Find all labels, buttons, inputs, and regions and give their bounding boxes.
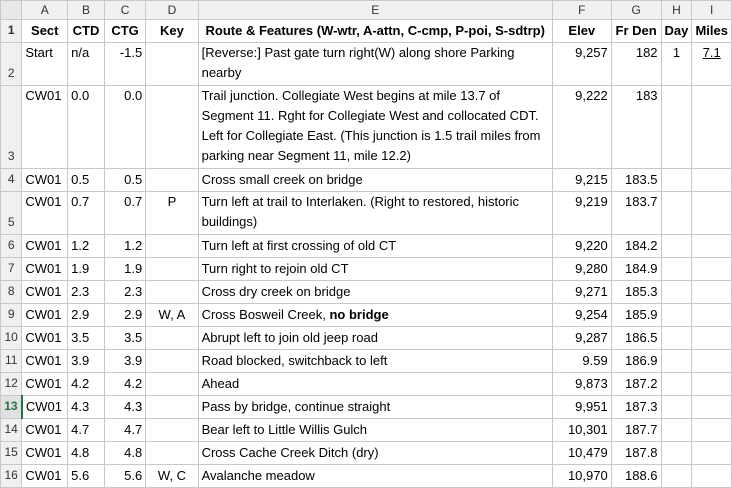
route-text: Abrupt left to join old jeep road (201, 330, 378, 345)
ctg-cell[interactable]: 1.2 (104, 235, 145, 258)
day-cell[interactable] (661, 304, 692, 327)
miles-cell[interactable] (692, 281, 732, 304)
frden-cell[interactable]: 187.8 (611, 442, 661, 465)
route-text: Turn right to rejoin old CT (201, 261, 349, 276)
key-cell[interactable] (146, 43, 198, 86)
route-cell[interactable] (198, 419, 552, 442)
ctg-cell[interactable]: 2.9 (104, 304, 145, 327)
table-row (1, 373, 732, 396)
frden-cell[interactable]: 184.9 (611, 258, 661, 281)
day-cell[interactable] (661, 396, 692, 419)
ctg-cell[interactable]: 2.3 (104, 281, 145, 304)
route-cell[interactable] (198, 396, 552, 419)
sect-cell[interactable]: CW01 (22, 465, 68, 488)
frden-cell[interactable]: 184.2 (611, 235, 661, 258)
ctg-cell[interactable]: 3.9 (104, 350, 145, 373)
table-row (1, 327, 732, 350)
ctg-cell[interactable]: 0.5 (104, 169, 145, 192)
miles-cell[interactable] (692, 304, 732, 327)
table-row (1, 192, 732, 235)
day-cell[interactable] (661, 442, 692, 465)
frden-cell[interactable]: 185.9 (611, 304, 661, 327)
sect-cell[interactable]: CW01 (22, 373, 68, 396)
column-header-d[interactable]: D (146, 1, 198, 20)
route-text: Turn left at first crossing of old CT (201, 238, 397, 253)
miles-cell[interactable] (692, 43, 732, 86)
ctg-cell[interactable]: 5.6 (104, 465, 145, 488)
ctd-cell[interactable]: 3.5 (68, 327, 105, 350)
route-text: Road blocked, switchback to left (201, 353, 388, 368)
column-header-i[interactable]: I (692, 1, 732, 20)
elev-cell[interactable]: 9,271 (552, 281, 611, 304)
column-header-f[interactable]: F (552, 1, 611, 20)
frden-cell[interactable]: 187.2 (611, 373, 661, 396)
table-row (1, 43, 732, 86)
route-emphasis-text: no bridge (329, 307, 389, 322)
row-number[interactable]: 16 (1, 465, 22, 488)
table-row (1, 304, 732, 327)
row-number[interactable]: 7 (1, 258, 22, 281)
ctd-cell[interactable]: 1.2 (68, 235, 105, 258)
route-cell[interactable] (198, 192, 552, 235)
sect-cell[interactable]: CW01 (22, 281, 68, 304)
column-header-g[interactable]: G (611, 1, 661, 20)
elev-cell[interactable]: 9,220 (552, 235, 611, 258)
ctg-cell[interactable]: 0.7 (104, 192, 145, 235)
sect-cell[interactable]: CW01 (22, 396, 68, 419)
row-number[interactable]: 10 (1, 327, 22, 350)
table-row (1, 442, 732, 465)
elev-cell[interactable]: 9,951 (552, 396, 611, 419)
day-cell[interactable] (661, 419, 692, 442)
day-cell[interactable] (661, 86, 692, 169)
elev-cell[interactable]: 10,301 (552, 419, 611, 442)
table-row (1, 419, 732, 442)
key-cell[interactable] (146, 350, 198, 373)
table-row (1, 258, 732, 281)
frden-cell[interactable]: 187.7 (611, 419, 661, 442)
sect-cell[interactable]: CW01 (22, 327, 68, 350)
frden-cell[interactable]: 183 (611, 86, 661, 169)
ctd-cell[interactable]: 3.9 (68, 350, 105, 373)
header-route-cell[interactable]: Route & Features (W-wtr, A-attn, C-cmp, P-poi, S-sdtrp) (198, 20, 552, 43)
row-number[interactable]: 1 (1, 20, 22, 43)
sect-cell[interactable]: CW01 (22, 235, 68, 258)
header-miles-cell[interactable]: Miles (692, 20, 732, 43)
column-header-b[interactable]: B (68, 1, 105, 20)
elev-cell[interactable]: 9,254 (552, 304, 611, 327)
key-cell[interactable] (146, 373, 198, 396)
ctd-cell[interactable]: 0.0 (68, 86, 105, 169)
day-cell[interactable] (661, 373, 692, 396)
frden-cell[interactable]: 185.3 (611, 281, 661, 304)
route-cell[interactable] (198, 258, 552, 281)
day-cell[interactable] (661, 327, 692, 350)
ctd-cell[interactable]: 1.9 (68, 258, 105, 281)
header-key-cell[interactable]: Key (146, 20, 198, 43)
row-number[interactable]: 9 (1, 304, 22, 327)
ctd-cell[interactable]: n/a (68, 43, 105, 86)
sect-cell[interactable]: CW01 (22, 192, 68, 235)
miles-cell[interactable] (692, 258, 732, 281)
row-number[interactable]: 14 (1, 419, 22, 442)
route-text: Ahead (201, 376, 240, 391)
key-cell[interactable] (146, 419, 198, 442)
miles-cell[interactable] (692, 169, 732, 192)
header-sect-cell[interactable]: Sect (22, 20, 68, 43)
route-text: Cross Cache Creek Ditch (dry) (201, 445, 379, 460)
ctd-cell[interactable]: 4.8 (68, 442, 105, 465)
miles-cell[interactable] (692, 442, 732, 465)
ctg-cell[interactable]: 4.2 (104, 373, 145, 396)
elev-cell[interactable]: 9,257 (552, 43, 611, 86)
miles-cell[interactable] (692, 235, 732, 258)
route-cell[interactable] (198, 304, 552, 327)
ctg-cell[interactable]: 4.7 (104, 419, 145, 442)
sect-cell[interactable]: CW01 (22, 258, 68, 281)
elev-cell[interactable]: 9,873 (552, 373, 611, 396)
ctd-cell[interactable]: 4.2 (68, 373, 105, 396)
table-row (1, 281, 732, 304)
table-row (1, 350, 732, 373)
route-text: Pass by bridge, continue straight (201, 399, 391, 414)
table-row (1, 465, 732, 488)
row-number[interactable]: 12 (1, 373, 22, 396)
miles-cell[interactable] (692, 350, 732, 373)
column-header-a[interactable]: A (22, 1, 68, 20)
miles-cell[interactable] (692, 419, 732, 442)
select-all-corner[interactable] (1, 1, 22, 20)
route-cell[interactable] (198, 465, 552, 488)
ctd-cell[interactable]: 4.7 (68, 419, 105, 442)
key-cell[interactable] (146, 327, 198, 350)
sect-cell[interactable]: CW01 (22, 86, 68, 169)
table-row (1, 86, 732, 169)
frden-cell[interactable]: 186.9 (611, 350, 661, 373)
route-text: Cross Bosweil Creek, (201, 307, 330, 322)
column-header-row (1, 1, 732, 20)
header-ctd-cell[interactable]: CTD (68, 20, 105, 43)
route-text: Cross small creek on bridge (201, 172, 363, 187)
route-cell[interactable] (198, 327, 552, 350)
key-cell[interactable] (146, 281, 198, 304)
row-number[interactable]: 8 (1, 281, 22, 304)
header-elev-cell[interactable]: Elev (552, 20, 611, 43)
ctd-cell[interactable]: 0.5 (68, 169, 105, 192)
sect-cell[interactable]: CW01 (22, 304, 68, 327)
elev-cell[interactable]: 10,479 (552, 442, 611, 465)
sect-cell[interactable]: CW01 (22, 350, 68, 373)
column-header-h[interactable]: H (661, 1, 692, 20)
sect-cell[interactable]: CW01 (22, 419, 68, 442)
header-frden-cell[interactable]: Fr Den (611, 20, 661, 43)
route-text: Turn left at trail to Interlaken. (Right to restored, historic buildings) (201, 194, 520, 229)
route-text: Trail junction. Collegiate West begins at mile 13.7 of Segment 11. Rght for Collegiate West and collocated CDT. Left for Collegiate East. (This junction is 1.5 trail miles from parking near Segment 11, mile 12.2) (201, 88, 541, 163)
day-cell[interactable] (661, 258, 692, 281)
route-cell[interactable] (198, 169, 552, 192)
day-cell[interactable]: 1 (661, 43, 692, 86)
key-cell[interactable] (146, 235, 198, 258)
ctd-cell[interactable]: 4.3 (68, 396, 105, 419)
row-number[interactable]: 13 (1, 396, 22, 419)
ctd-cell[interactable]: 0.7 (68, 192, 105, 235)
row-number[interactable]: 5 (1, 192, 22, 235)
table-row (1, 169, 732, 192)
header-ctg-cell[interactable]: CTG (104, 20, 145, 43)
ctg-cell[interactable]: 4.8 (104, 442, 145, 465)
sect-cell[interactable]: CW01 (22, 442, 68, 465)
table-header-row (1, 20, 732, 43)
day-cell[interactable] (661, 465, 692, 488)
miles-cell[interactable] (692, 373, 732, 396)
frden-cell[interactable]: 187.3 (611, 396, 661, 419)
ctg-cell[interactable]: 3.5 (104, 327, 145, 350)
day-cell[interactable] (661, 350, 692, 373)
route-cell[interactable] (198, 281, 552, 304)
elev-cell[interactable]: 9,215 (552, 169, 611, 192)
route-cell[interactable] (198, 373, 552, 396)
elev-cell[interactable]: 9,287 (552, 327, 611, 350)
miles-value: 7.1 (702, 45, 721, 60)
table-row (1, 235, 732, 258)
elev-cell[interactable]: 9,280 (552, 258, 611, 281)
miles-cell[interactable] (692, 396, 732, 419)
route-cell[interactable] (198, 235, 552, 258)
row-number[interactable]: 11 (1, 350, 22, 373)
row-number[interactable]: 6 (1, 235, 22, 258)
key-cell[interactable] (146, 86, 198, 169)
frden-cell[interactable]: 186.5 (611, 327, 661, 350)
elev-cell[interactable]: 9,219 (552, 192, 611, 235)
day-cell[interactable] (661, 192, 692, 235)
day-cell[interactable] (661, 281, 692, 304)
key-cell[interactable] (146, 169, 198, 192)
key-cell[interactable]: W, C (146, 465, 198, 488)
route-text: [Reverse:] Past gate turn right(W) along shore Parking nearby (201, 45, 515, 80)
table-row (1, 396, 732, 419)
route-text: Cross dry creek on bridge (201, 284, 351, 299)
row-number[interactable]: 3 (1, 86, 22, 169)
elev-cell[interactable]: 9,222 (552, 86, 611, 169)
day-cell[interactable] (661, 235, 692, 258)
ctd-cell[interactable]: 2.9 (68, 304, 105, 327)
route-cell[interactable] (198, 86, 552, 169)
elev-cell[interactable]: 9.59 (552, 350, 611, 373)
key-cell[interactable] (146, 258, 198, 281)
sect-cell[interactable]: Start (22, 43, 68, 86)
ctg-cell[interactable]: 1.9 (104, 258, 145, 281)
column-header-c[interactable]: C (104, 1, 145, 20)
route-text: Avalanche meadow (201, 468, 315, 483)
row-number[interactable]: 4 (1, 169, 22, 192)
row-number[interactable]: 15 (1, 442, 22, 465)
ctg-cell[interactable]: -1.5 (104, 43, 145, 86)
header-day-cell[interactable]: Day (661, 20, 692, 43)
ctd-cell[interactable]: 5.6 (68, 465, 105, 488)
route-cell[interactable] (198, 350, 552, 373)
ctd-cell[interactable]: 2.3 (68, 281, 105, 304)
frden-cell[interactable]: 182 (611, 43, 661, 86)
route-text: Bear left to Little Willis Gulch (201, 422, 368, 437)
frden-cell[interactable]: 188.6 (611, 465, 661, 488)
sect-cell[interactable]: CW01 (22, 169, 68, 192)
key-cell[interactable] (146, 396, 198, 419)
frden-cell[interactable]: 183.7 (611, 192, 661, 235)
elev-cell[interactable]: 10,970 (552, 465, 611, 488)
route-cell[interactable] (198, 43, 552, 86)
miles-cell[interactable] (692, 327, 732, 350)
miles-cell[interactable] (692, 192, 732, 235)
day-cell[interactable] (661, 169, 692, 192)
miles-cell[interactable] (692, 86, 732, 169)
ctg-cell[interactable]: 0.0 (104, 86, 145, 169)
column-header-e[interactable]: E (198, 1, 552, 20)
miles-cell[interactable] (692, 465, 732, 488)
key-cell[interactable]: W, A (146, 304, 198, 327)
row-number[interactable]: 2 (1, 43, 22, 86)
frden-cell[interactable]: 183.5 (611, 169, 661, 192)
key-cell[interactable]: P (146, 192, 198, 235)
key-cell[interactable] (146, 442, 198, 465)
route-cell[interactable] (198, 442, 552, 465)
ctg-cell[interactable]: 4.3 (104, 396, 145, 419)
